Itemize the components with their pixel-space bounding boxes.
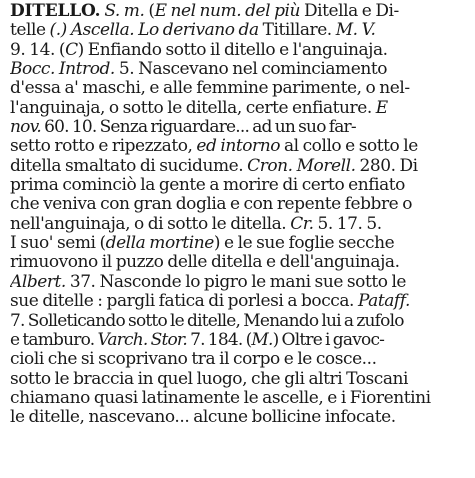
entry-text: nell'anguinaja, o di sotto le ditella. <box>10 214 291 234</box>
entry-line <box>10 408 470 427</box>
entry-line <box>10 41 470 60</box>
entry-text: prima cominciò la gente a morire di certo enfiato <box>10 176 405 196</box>
entry-text: Titillare. <box>258 21 336 41</box>
entry-line <box>10 215 470 234</box>
entry-text: 7. Solleticando sotto le ditelle, Menando lui a zufolo <box>10 311 404 331</box>
entry-text: 280. Di <box>355 156 418 176</box>
entry-text: che veniva con gran doglia e con repente febbre o <box>10 195 412 215</box>
entry-line <box>10 234 470 253</box>
entry-text: Ditella e Di- <box>300 2 399 21</box>
entry-text: l'anguinaja, o sotto le ditella, certe enfiature. <box>10 98 376 118</box>
entry-text: d'essa a' maschi, e alle femmine parimente, o nel- <box>10 79 410 99</box>
entry-line <box>10 60 470 79</box>
citation-italic: M. <box>251 330 273 350</box>
entry-text: ( <box>144 2 155 21</box>
citation-italic: E <box>375 98 388 118</box>
entry-text: setto rotto e ripezzato, <box>10 137 197 157</box>
entry-line <box>10 137 470 156</box>
entry-text: e tamburo. <box>10 330 98 350</box>
entry-text: cioli che si scoprivano tra il corpo e le cosce... <box>10 350 377 370</box>
citation-italic: Cr. <box>290 214 314 234</box>
entry-text: I suo' semi ( <box>10 234 106 254</box>
entry-line <box>10 273 470 292</box>
citation-italic: Bocc. Introd. <box>10 60 115 80</box>
entry-text: ) Enfiando sotto il ditello e l'anguinaja. <box>77 40 388 60</box>
citation-italic: nov. <box>10 118 41 138</box>
entry-line <box>10 176 470 195</box>
entry-text: ditella smaltato di sucidume. <box>10 156 248 176</box>
entry-line <box>10 2 470 21</box>
citation-italic: C <box>65 40 78 60</box>
entry-line <box>10 389 470 408</box>
entry-line <box>10 99 470 118</box>
entry-line <box>10 21 470 40</box>
dictionary-entry <box>10 2 470 428</box>
citation-italic: (.) <box>49 21 67 41</box>
entry-line <box>10 312 470 331</box>
citation-italic: Varch. Stor. <box>97 330 187 350</box>
entry-line <box>10 350 470 369</box>
entry-text: le ditelle, nascevano... alcune bollicine infocate. <box>10 408 396 428</box>
entry-text: sue ditelle : pargli fatica di porlesi a bocca. <box>10 292 358 312</box>
entry-line <box>10 79 470 98</box>
citation-italic: della mortine <box>105 234 214 254</box>
entry-text: chiamano quasi latinamente le ascelle, e i Fiorentini <box>10 388 431 408</box>
entry-line <box>10 118 470 137</box>
entry-text: al collo e sotto le <box>280 137 418 157</box>
headword: DITELLO. <box>10 2 101 21</box>
entry-line <box>10 370 470 389</box>
entry-text: 60. 10. Senza riguardare... ad un suo far- <box>40 118 356 138</box>
entry-line <box>10 195 470 214</box>
citation-italic: Pataff. <box>357 292 410 312</box>
entry-text: rimuovono il puzzo delle ditella e dell'anguinaja. <box>10 253 400 273</box>
entry-line <box>10 253 470 272</box>
entry-text: sotto le braccia in quel luogo, che gli altri Toscani <box>10 369 409 389</box>
entry-line <box>10 292 470 311</box>
entry-text: 5. 17. 5. <box>313 214 382 234</box>
entry-text: 7. 184. ( <box>186 330 252 350</box>
citation-italic: Cron. Morell. <box>247 156 356 176</box>
citation-italic: S. m. <box>104 2 145 21</box>
entry-line <box>10 157 470 176</box>
entry-text: 37. Nasconde lo pigro le mani sue sotto le <box>65 272 407 292</box>
entry-text: ) Oltre i gavoc- <box>272 330 385 350</box>
entry-text: 9. 14. ( <box>10 40 66 60</box>
entry-text: telle <box>10 21 50 41</box>
entry-text: 5. Nascevano nel cominciamento <box>114 60 387 80</box>
entry-line <box>10 331 470 350</box>
citation-italic: E nel num. del più <box>154 2 301 21</box>
citation-italic: ed intorno <box>196 137 281 157</box>
citation-italic: Ascella. Lo derivano da <box>70 21 259 41</box>
citation-italic: Albert. <box>10 272 66 292</box>
citation-italic: M. V. <box>335 21 376 41</box>
entry-text: ) e le sue foglie secche <box>213 234 395 254</box>
